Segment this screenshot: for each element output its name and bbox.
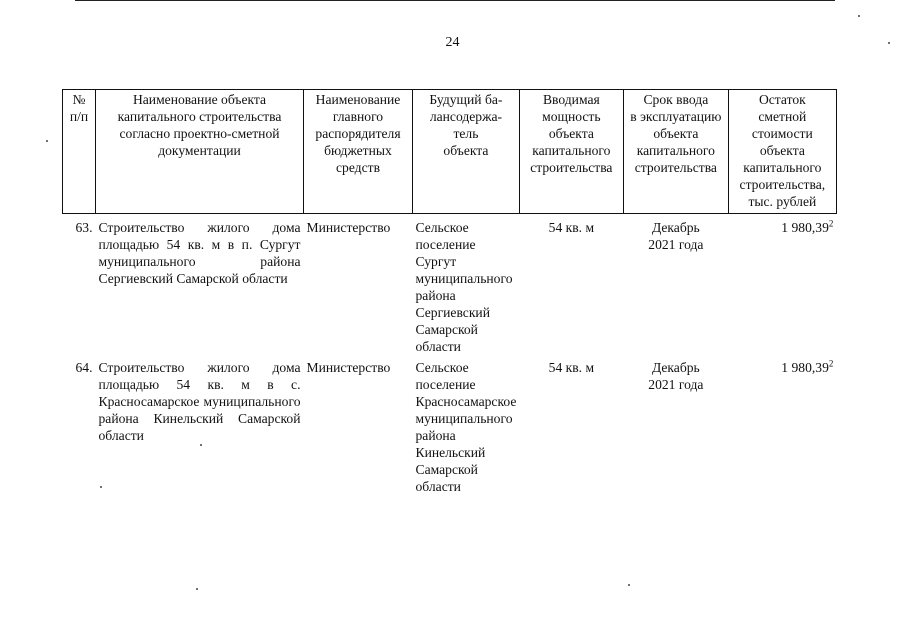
remaining-cost: 1 980,39$^2$: [781, 218, 834, 235]
capacity: 54 кв. м: [548, 360, 595, 375]
header-number: № п/п: [63, 90, 96, 214]
distributor: Министерство: [306, 220, 391, 235]
header-remaining-cost: Остаток сметной стоимости объекта капитального строительства, тыс. рублей: [728, 90, 836, 214]
footnote-marker: 2: [828, 358, 834, 369]
scan-speck: [628, 584, 630, 586]
table-header-row: [63, 90, 837, 214]
header-commissioning-term: Срок ввода в эксплуатацию объекта капитального строительства: [623, 90, 728, 214]
top-scan-edge: [75, 0, 835, 1]
footnote-marker: 2: [828, 218, 834, 229]
remaining-cost: 1 980,39$^2$: [781, 358, 834, 375]
scan-speck: [858, 15, 860, 17]
page-number: 24: [445, 35, 460, 50]
scan-speck: [46, 140, 48, 142]
scan-speck: [196, 588, 198, 590]
commissioning-term: Декабрь 2021 года: [648, 220, 704, 252]
capacity: 54 кв. м: [548, 220, 595, 235]
row-number: 63.: [75, 220, 93, 235]
header-capacity: Вводимая мощность объекта капитального строительства: [519, 90, 623, 214]
capital-construction-table: [62, 89, 837, 495]
header-balance-holder: Будущий ба- лансодержа- тель объекта: [413, 90, 520, 214]
balance-holder: Сельское поселение Сургут муниципального района Сергиевский Самарской области: [415, 220, 513, 354]
row-number: 64.: [75, 360, 93, 375]
header-object-name: Наименование объекта капитального строительства согласно проектно-сметной документации: [96, 90, 304, 214]
table-row: [63, 355, 837, 495]
object-name: Строительство жилого дома площадью 54 кв. м в п. Сургут муниципального района Сергиевский Самарской области: [98, 220, 301, 286]
table-row: [63, 214, 837, 356]
object-name: Строительство жилого дома площадью 54 кв. м в с. Красносамарское муниципального района Кинельский Самарской области: [98, 360, 301, 443]
distributor: Министерство: [306, 360, 391, 375]
header-distributor: Наименование главного распорядителя бюджетных средств: [304, 90, 413, 214]
balance-holder: Сельское поселение Красносамарское муниципального района Кинельский Самарской области: [415, 360, 517, 494]
commissioning-term: Декабрь 2021 года: [648, 360, 704, 392]
